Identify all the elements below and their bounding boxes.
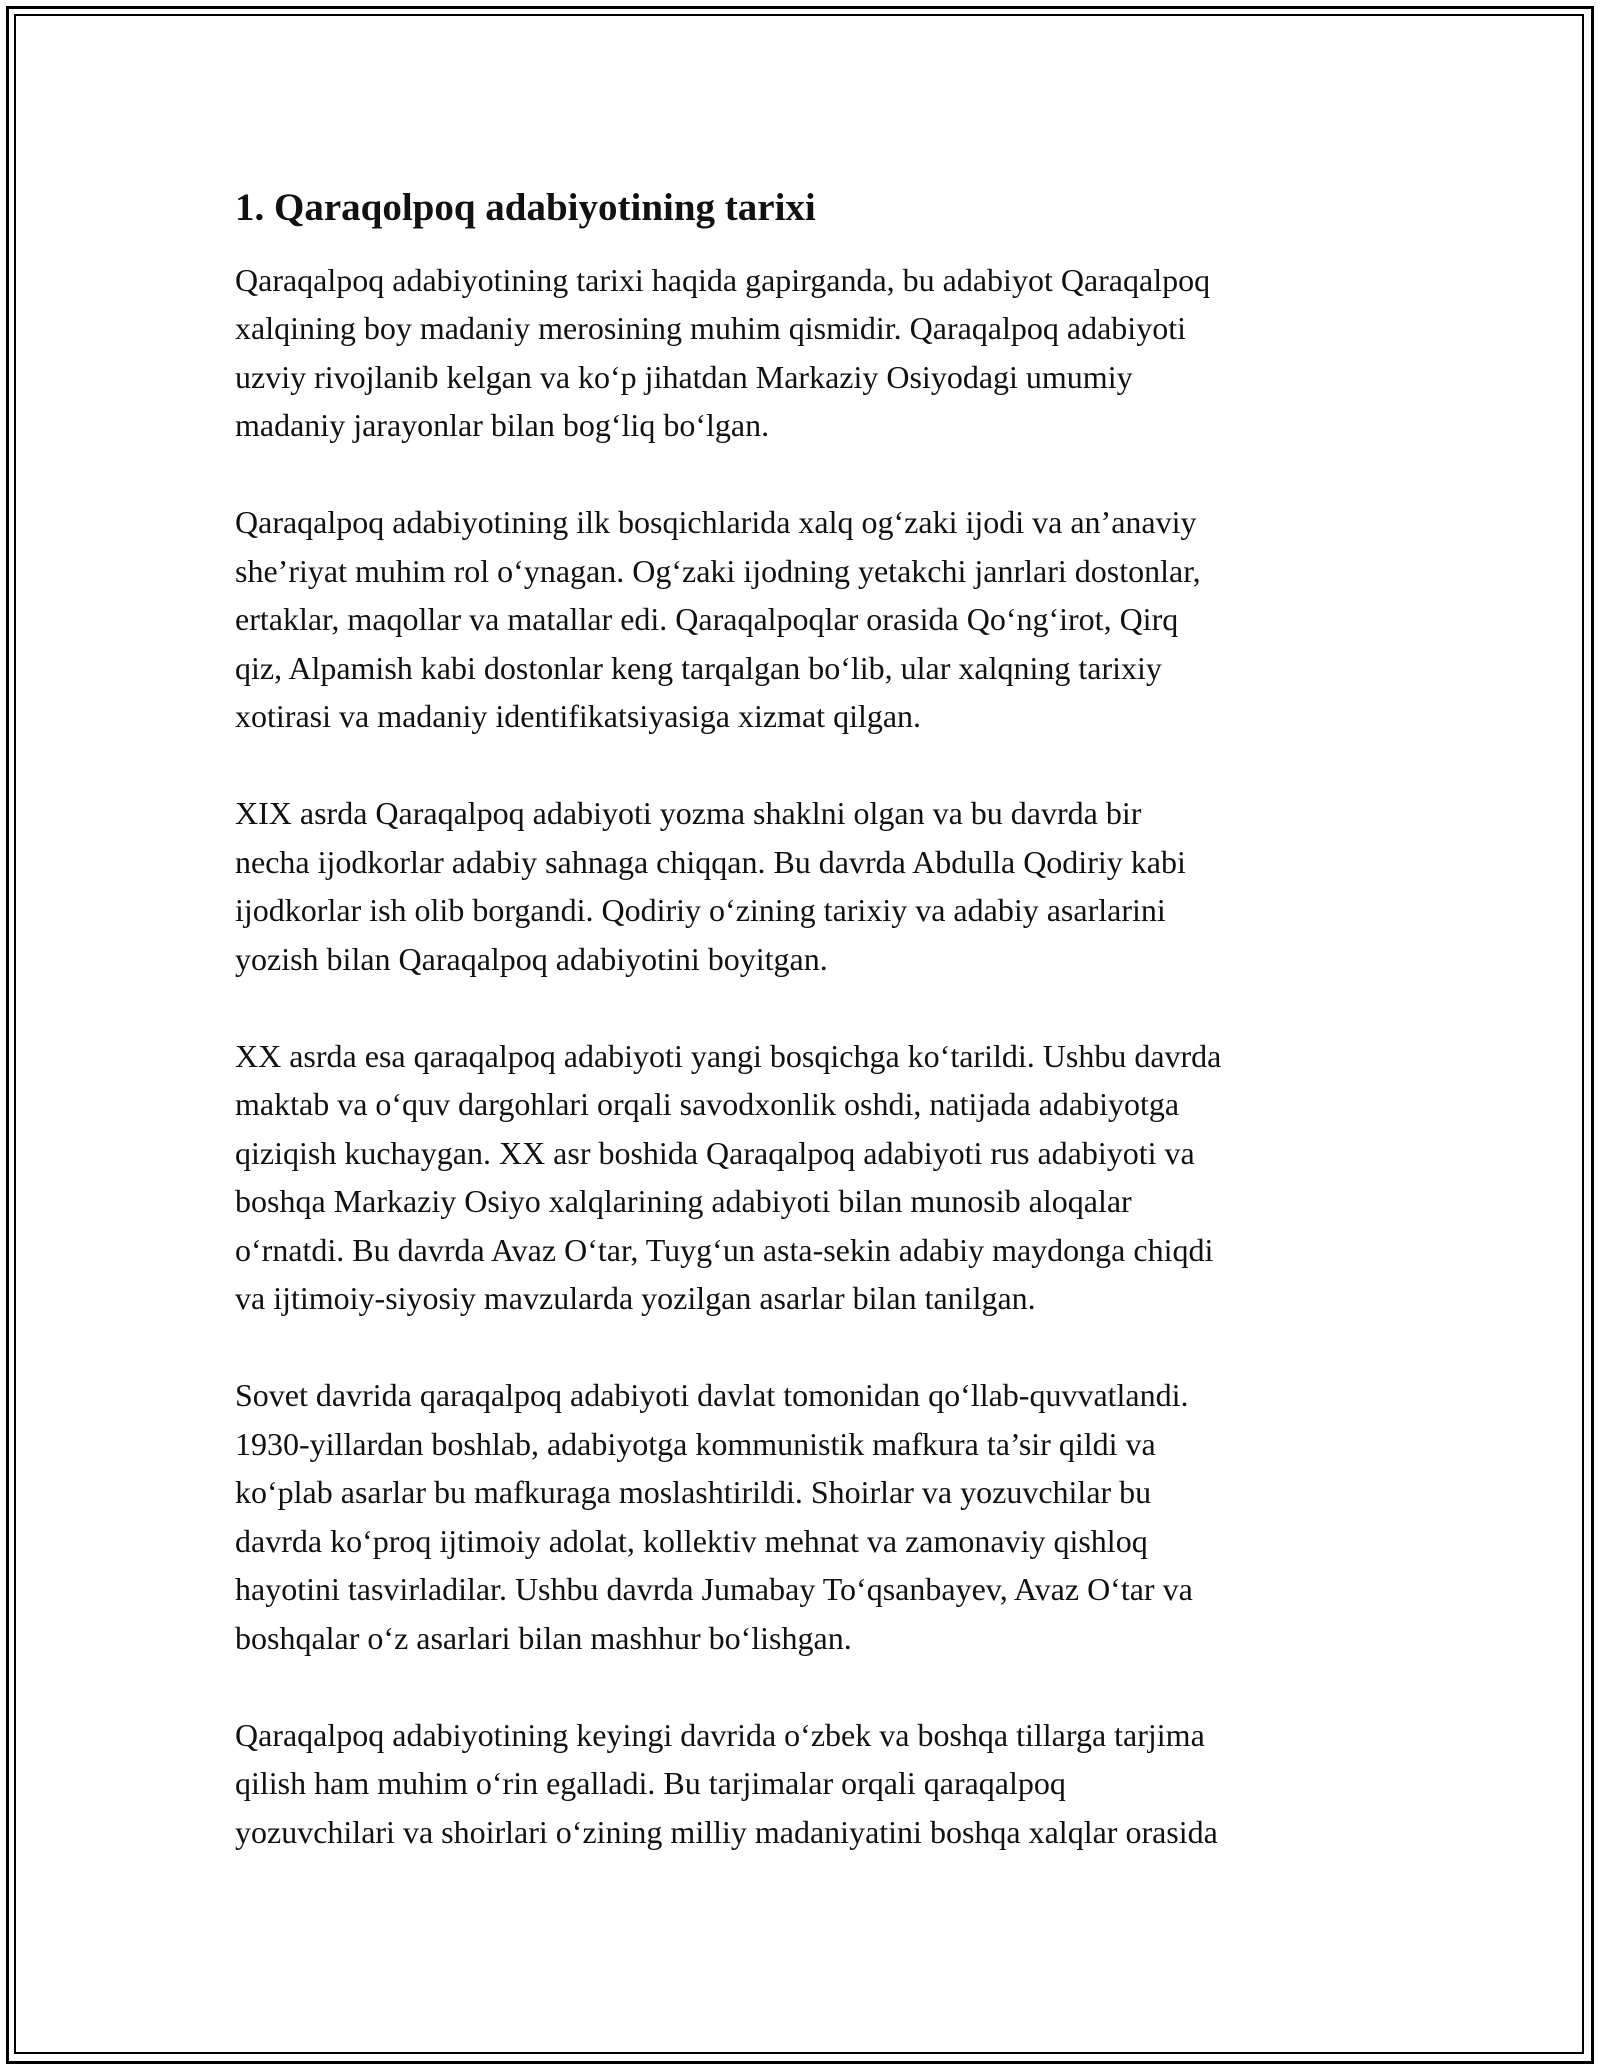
- section-heading: 1. Qaraqolpoq adabiyotining tarixi: [235, 186, 816, 229]
- paragraph-1: Qaraqalpoq adabiyotining tarixi haqida gapirganda, bu adabiyot Qaraqalpoq xalqining boy madaniy merosining muhim qismidir. Qaraqalpoq adabiyoti uzviy rivojlanib kelgan va koʻp jihatdan Markaziy Osiyodagi umumiy madaniy jarayonlar bilan bogʻliq boʻlgan.: [235, 261, 1211, 444]
- paragraph-4: XX asrda esa qaraqalpoq adabiyoti yangi bosqichga koʻtarildi. Ushbu davrda maktab va oʻquv dargohlari orqali savodxonlik oshdi, natijada adabiyotga qiziqish kuchaygan. XX asr boshida Qaraqalpoq adabiyoti rus adabiyoti va boshqa Markaziy Osiyo xalqlarining adabiyoti bilan munosib aloqalar oʻrnatdi. Bu davrda Avaz Oʻtar, Tuygʻun asta-sekin adabiy maydonga chiqdi va ijtimoiy-siyosiy mavzularda yozilgan asarlar bilan tanilgan.: [235, 1037, 1222, 1317]
- document-body: [235, 185, 1385, 1905]
- paragraph-3: XIX asrda Qaraqalpoq adabiyoti yozma shaklni olgan va bu davrda bir necha ijodkorlar adabiy sahnaga chiqqan. Bu davrda Abdulla Qodiriy kabi ijodkorlar ish olib borgandi. Qodiriy oʻzining tarixiy va adabiy asarlarini yozish bilan Qaraqalpoq adabiyotini boyitgan.: [235, 795, 1186, 977]
- paragraph-6: Qaraqalpoq adabiyotining keyingi davrida oʻzbek va boshqa tillarga tarjima qilish ham muhim oʻrin egalladi. Bu tarjimalar orqali qaraqalpoq yozuvchilari va shoirlari oʻzining milliy madaniyatini boshqa xalqlar orasida: [235, 1716, 1218, 1850]
- paragraph-2: Qaraqalpoq adabiyotining ilk bosqichlarida xalq ogʻzaki ijodi va an’anaviy she’riyat muhim rol oʻynagan. Ogʻzaki ijodning yetakchi janrlari dostonlar, ertaklar, maqollar va matallar edi. Qaraqalpoqlar orasida Qoʻngʻirot, Qirq qiz, Alpamish kabi dostonlar keng tarqalgan boʻlib, ular xalqning tarixiy xotirasi va madaniy identifikatsiyasiga xizmat qilgan.: [235, 504, 1201, 735]
- paragraph-5: Sovet davrida qaraqalpoq adabiyoti davlat tomonidan qoʻllab-quvvatlandi. 1930-yillardan boshlab, adabiyotga kommunistik mafkura ta’sir qildi va koʻplab asarlar bu mafkuraga moslashtirildi. Shoirlar va yozuvchilar bu davrda koʻproq ijtimoiy adolat, kollektiv mehnat va zamonaviy qishloq hayotini tasvirladilar. Ushbu davrda Jumabay Toʻqsanbayev, Avaz Oʻtar va boshqalar oʻz asarlari bilan mashhur boʻlishgan.: [235, 1377, 1193, 1656]
